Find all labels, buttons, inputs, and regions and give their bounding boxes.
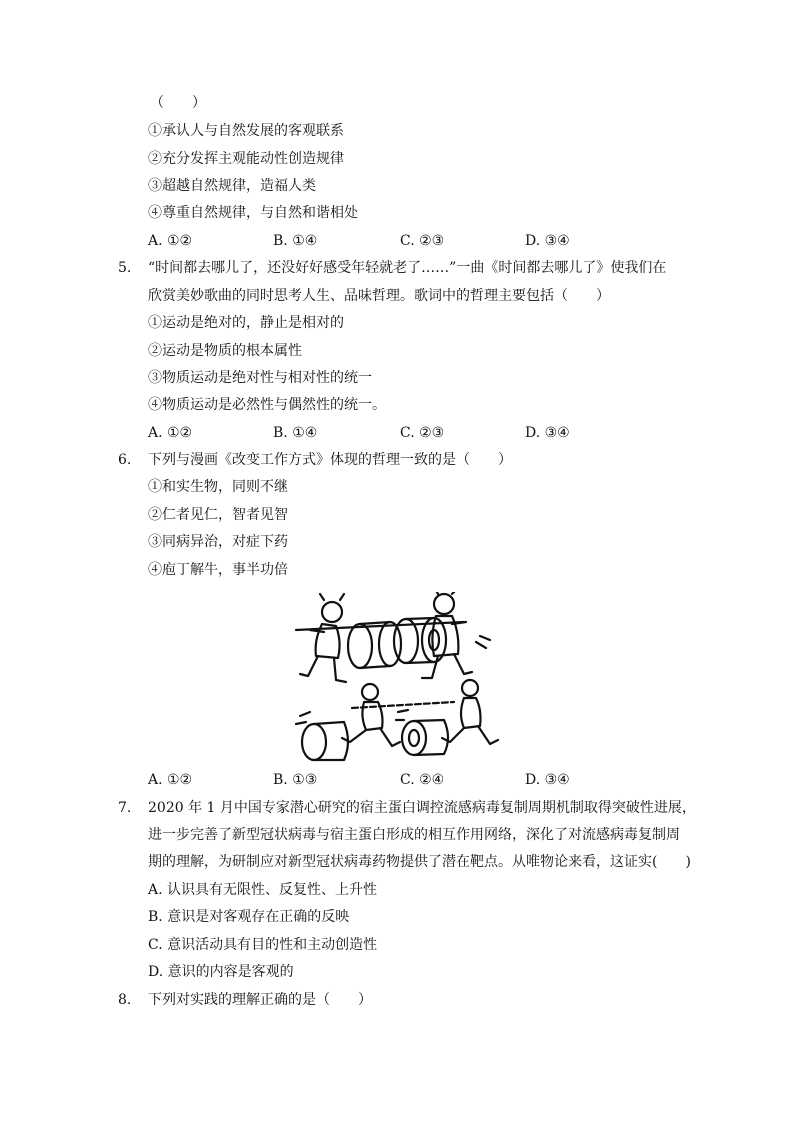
q7-stem-line-2: 进一步完善了新型冠状病毒与宿主蛋白形成的相互作用网络，深化了对流感病毒复制周 [148,827,680,843]
q5-stem-line-1: “时间都去哪儿了，还没好好感受年轻就老了……”一曲《时间都去哪儿了》使我们在 [148,260,667,276]
q4-item-4: ④尊重自然规律，与自然和谐相处 [148,205,358,221]
q6-item-3: ③同病异治，对症下药 [148,534,288,550]
q4-choice-c: C. ②③ [400,233,445,249]
q5-item-2: ②运动是物质的根本属性 [148,343,302,359]
q4-item-2: ②充分发挥主观能动性创造规律 [148,151,344,167]
q4-tail: （ ） [150,95,206,111]
q6-item-1: ①和实生物，同则不继 [148,479,288,495]
q6-item-2: ②仁者见仁，智者见智 [148,507,288,523]
q6-choice-d: D. ③④ [525,772,570,788]
q5-stem-line-2: 欣赏美妙歌曲的同时思考人生、品味哲理。歌词中的哲理主要包括（ ） [148,288,610,304]
q4-choice-b: B. ①④ [273,233,318,249]
q6-choice-c: C. ②④ [400,772,445,788]
q8-stem: 下列对实践的理解正确的是（ ） [148,992,372,1008]
q7-stem-line-1: 2020 年 1 月中国专家潜心研究的宿主蛋白调控流感病毒复制周期机制取得突破性进展， [148,800,696,816]
q5-item-4: ④物质运动是必然性与偶然性的统一。 [148,397,386,413]
q5-choice-d: D. ③④ [525,425,570,441]
q4-choice-d: D. ③④ [525,233,570,249]
q4-item-3: ③超越自然规律，造福人类 [148,178,316,194]
q4-item-1: ①承认人与自然发展的客观联系 [148,123,344,139]
q7-stem-line-3: 期的理解，为研制应对新型冠状病毒药物提供了潜在靶点。从唯物论来看，这证实( ) [148,854,691,870]
q5-number: 5. [118,260,132,276]
q6-item-4: ④庖丁解牛，事半功倍 [148,562,288,578]
q5-choice-b: B. ①④ [273,425,318,441]
q6-choice-b: B. ①③ [273,772,318,788]
q8-number: 8. [118,992,132,1008]
q6-choice-a: A. ①② [148,772,193,788]
q5-choice-a: A. ①② [148,425,193,441]
q6-stem: 下列与漫画《改变工作方式》体现的哲理一致的是（ ） [148,452,512,468]
q7-number: 7. [118,800,132,816]
q7-choice-d: D. 意识的内容是客观的 [148,964,294,980]
q4-choice-a: A. ①② [148,233,193,249]
q5-item-1: ①运动是绝对的，静止是相对的 [148,315,344,331]
q7-choice-c: C. 意识活动具有目的性和主动创造性 [148,937,378,953]
q5-choice-c: C. ②③ [400,425,445,441]
q7-choice-a: A. 认识具有无限性、反复性、上升性 [148,882,378,898]
q7-choice-b: B. 意识是对客观存在正确的反映 [148,909,350,925]
cartoon-illustration [294,592,502,770]
q6-number: 6. [118,452,132,468]
q5-item-3: ③物质运动是绝对性与相对性的统一 [148,370,372,386]
